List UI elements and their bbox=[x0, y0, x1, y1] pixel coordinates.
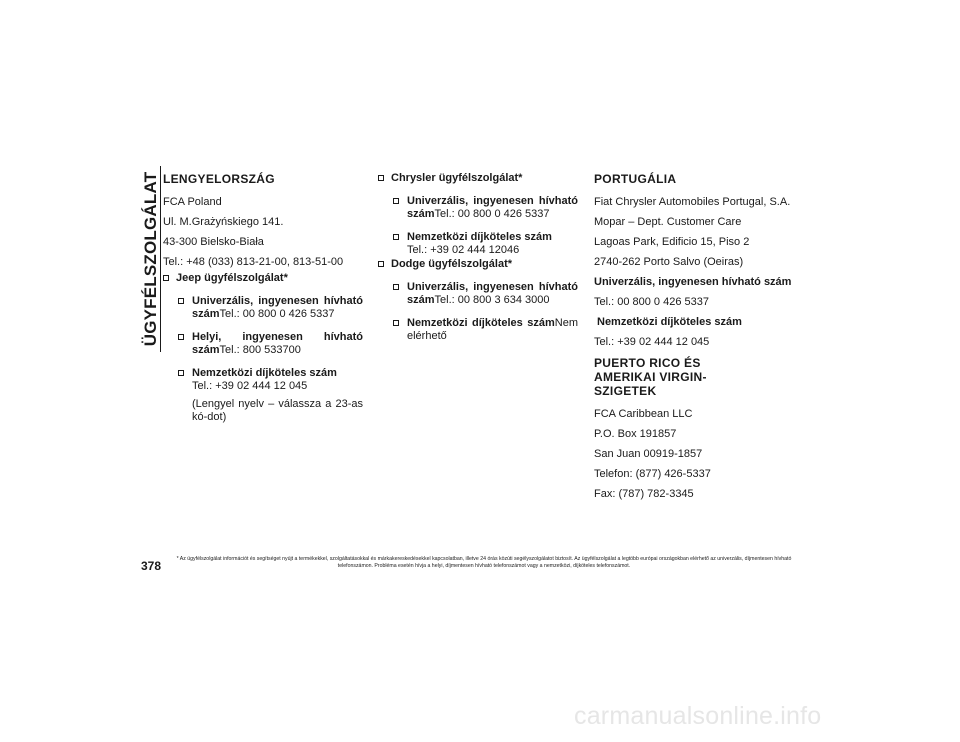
column-portugal-puertorico bbox=[594, 170, 794, 508]
universal-number-label: Univerzális, ingyenesen hívható szám bbox=[594, 276, 792, 288]
address-line: FCA Poland bbox=[163, 196, 222, 208]
heading-puerto-rico: PUERTO RICO ÉS AMERIKAI VIRGIN-SZIGETEK bbox=[594, 356, 707, 398]
watermark: carmanualsonline.info bbox=[574, 702, 822, 730]
address-line: 2740-262 Porto Salvo (Oeiras) bbox=[594, 256, 744, 268]
address-line: 43-300 Bielsko-Biała bbox=[163, 236, 264, 248]
checkbox-square-icon bbox=[163, 275, 169, 281]
address-line: Ul. M.Grażyńskiego 141. bbox=[163, 216, 284, 228]
address-line: Mopar – Dept. Customer Care bbox=[594, 216, 742, 228]
checkbox-square-icon bbox=[378, 175, 384, 181]
dodge-intl-item: Nemzetközi díjköteles számNem elérhető bbox=[378, 317, 578, 343]
checkbox-square-icon bbox=[393, 284, 399, 290]
column-poland bbox=[163, 170, 363, 434]
chrysler-universal-item: Univerzális, ingyenesen hívható számTel.: 00 800 0 426 5337 bbox=[378, 195, 578, 221]
phone-line: Tel.: +48 (033) 813-21-00, 813-51-00 bbox=[163, 256, 344, 268]
heading-poland: LENGYELORSZÁG bbox=[163, 172, 275, 186]
address-line: Fiat Chrysler Automobiles Portugal, S.A. bbox=[594, 196, 791, 208]
address-line: San Juan 00919-1857 bbox=[594, 448, 703, 460]
page-number: 378 bbox=[141, 559, 162, 573]
intl-number-label: Nemzetközi díjköteles szám bbox=[597, 316, 742, 328]
section-side-title: ÜGYFÉLSZOLGÁLAT bbox=[141, 171, 160, 347]
jeep-service-item: Jeep ügyfélszolgálat* bbox=[163, 272, 363, 285]
jeep-local-item: Helyi, ingyenesen hívható számTel.: 800 533700 bbox=[163, 331, 363, 357]
checkbox-square-icon bbox=[393, 234, 399, 240]
phone-line: Tel.: +39 02 444 12 045 bbox=[594, 336, 710, 348]
address-line: FCA Caribbean LLC bbox=[594, 408, 693, 420]
heading-portugal: PORTUGÁLIA bbox=[594, 172, 677, 186]
address-line: P.O. Box 191857 bbox=[594, 428, 677, 440]
checkbox-square-icon bbox=[178, 334, 184, 340]
side-rule bbox=[160, 166, 161, 352]
column-chrysler-dodge bbox=[378, 170, 578, 353]
jeep-universal-item: Univerzális, ingyenesen hívható számTel.: 00 800 0 426 5337 bbox=[163, 295, 363, 321]
phone-line: Tel.: 00 800 0 426 5337 bbox=[594, 296, 709, 308]
checkbox-square-icon bbox=[378, 261, 384, 267]
fax-line: Fax: (787) 782-3345 bbox=[594, 488, 694, 500]
chrysler-intl-item: Nemzetközi díjköteles szám Tel.: +39 02 444 12046 bbox=[378, 231, 578, 257]
chrysler-service-item: Chrysler ügyfélszolgálat* bbox=[378, 172, 578, 185]
checkbox-square-icon bbox=[393, 198, 399, 204]
address-line: Lagoas Park, Edificio 15, Piso 2 bbox=[594, 236, 750, 248]
jeep-intl-item: Nemzetközi díjköteles szám Tel.: +39 02 444 12 045 (Lengyel nyelv – válassza a 23-as kó-dot) bbox=[163, 367, 363, 424]
phone-line: Telefon: (877) 426-5337 bbox=[594, 468, 711, 480]
footnote: * Az ügyfélszolgálat információt és segítséget nyújt a termékekkel, szolgáltatásokkal és márkakereskedésekkel kapcsolatban, illetve 24 órás közúti segélyszolgálatot biztosít. Az ügyfélszolgálat a legtöbb európai országokban elérhető az univerzális, díjmentesen hívható telefonszámon. Probléma esetén hívja a helyi, díjmentesen hívható telefonszámot vagy a nemzetközi, díjköteles telefonszámot. bbox=[176, 556, 792, 569]
checkbox-square-icon bbox=[178, 370, 184, 376]
dodge-service-item: Dodge ügyfélszolgálat* bbox=[378, 258, 578, 271]
dodge-universal-item: Univerzális, ingyenesen hívható számTel.: 00 800 3 634 3000 bbox=[378, 281, 578, 307]
checkbox-square-icon bbox=[393, 320, 399, 326]
checkbox-square-icon bbox=[178, 298, 184, 304]
